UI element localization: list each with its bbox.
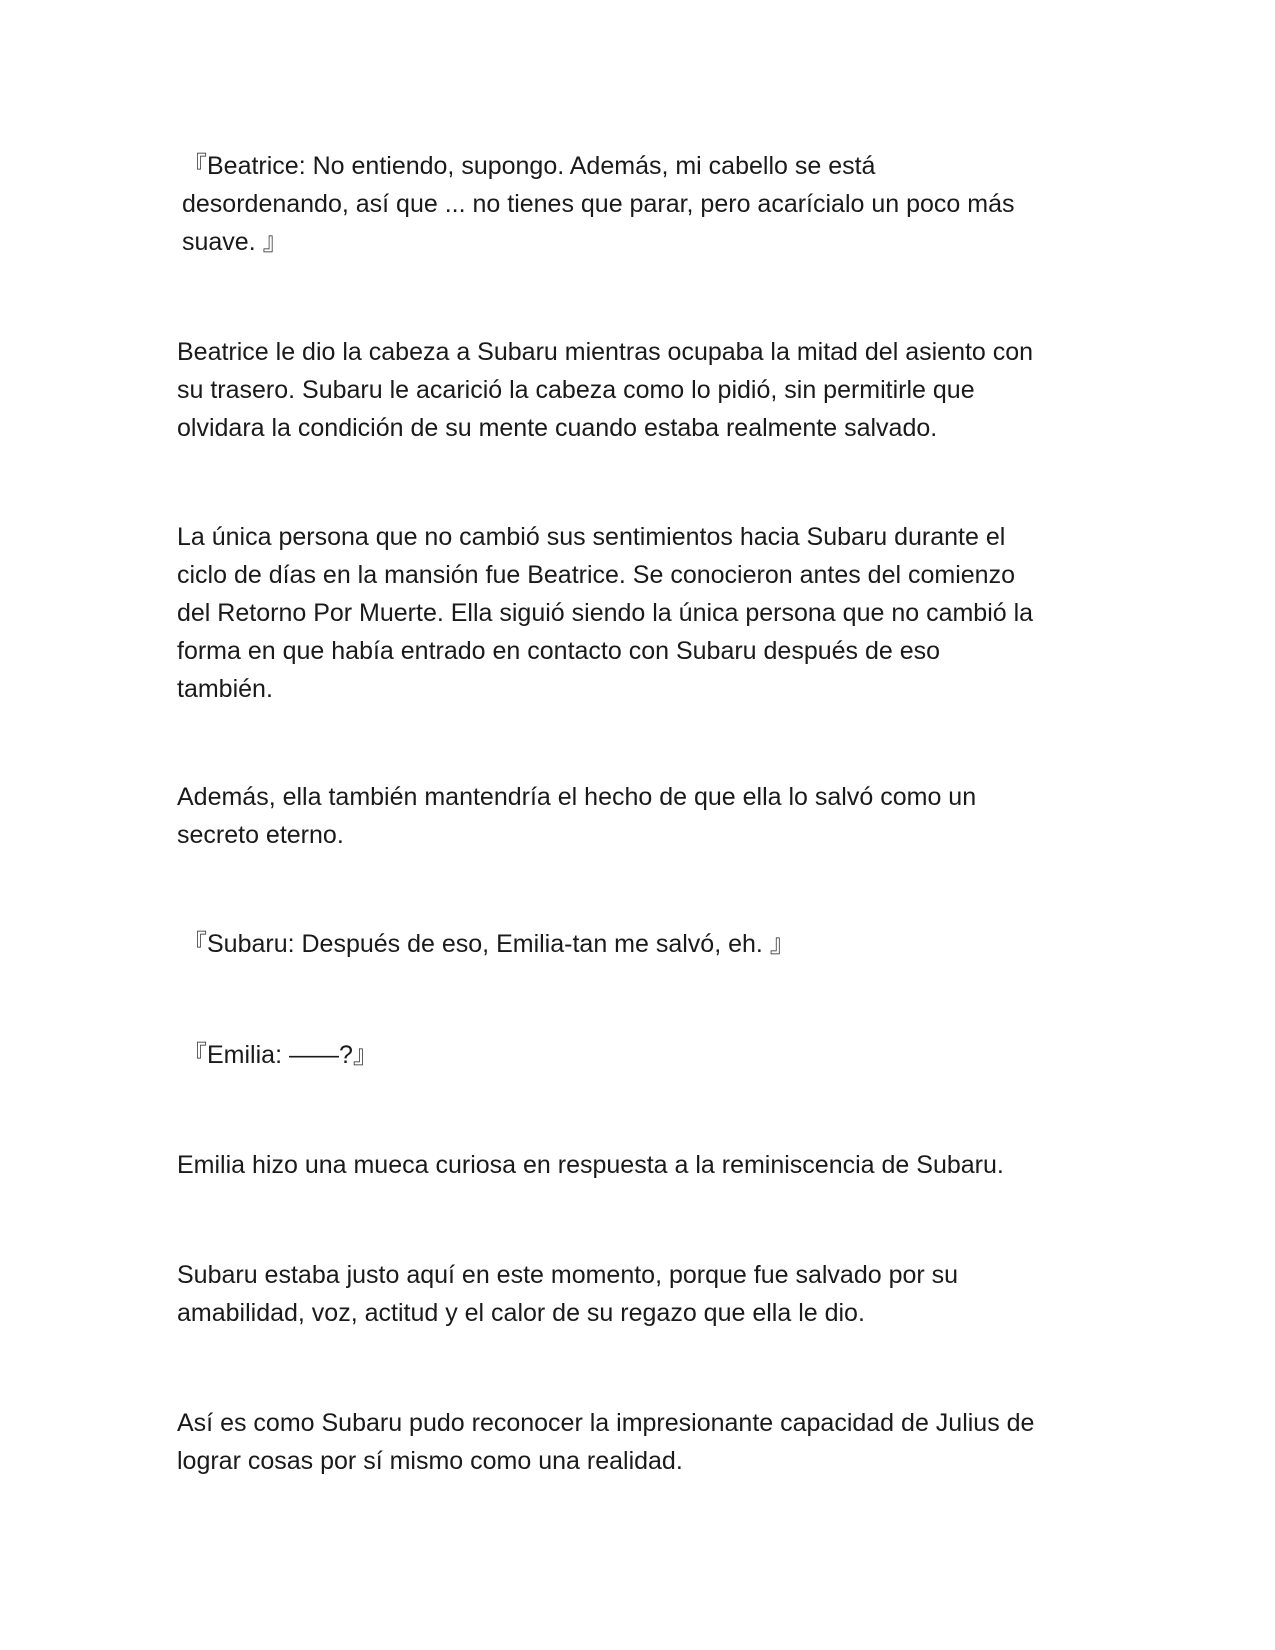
paragraph-subaru-saved: Subaru estaba justo aquí en este momento, porque fue salvado por su amabilidad, voz, actitud y el calor de su regazo que ella le dio. xyxy=(177,1261,959,1327)
paragraph-julius-ability: Así es como Subaru pudo reconocer la impresionante capacidad de Julius de lograr cosas por sí mismo como una realidad. xyxy=(177,1409,1035,1475)
paragraph-eternal-secret: Además, ella también mantendría el hecho de que ella lo salvó como un secreto eterno. xyxy=(177,783,977,849)
paragraph-only-person: La única persona que no cambió sus sentimientos hacia Subaru durante el ciclo de días en la mansión fue Beatrice. Se conocieron antes del comienzo del Retorno Por Muerte. Ella siguió siendo la única persona que no cambió la forma en que había entrado en contacto con Subaru después de eso también. xyxy=(177,523,1034,703)
paragraph-subaru-dialogue: 『Subaru: Después de eso, Emilia-tan me salvó, eh. 』 xyxy=(182,930,795,958)
paragraph-emilia-dialogue: 『Emilia: ——?』 xyxy=(182,1041,378,1069)
paragraph-emilia-grimace: Emilia hizo una mueca curiosa en respuesta a la reminiscencia de Subaru. xyxy=(177,1151,1004,1179)
paragraph-beatrice-dialogue: 『Beatrice: No entiendo, supongo. Además, mi cabello se está desordenando, así que ... no tienes que parar, pero acarícialo un poco más suave. 』 xyxy=(182,152,1015,256)
paragraph-beatrice-head: Beatrice le dio la cabeza a Subaru mientras ocupaba la mitad del asiento con su trasero. Subaru le acarició la cabeza como lo pidió, sin permitirle que olvidara la condición de su mente cuando estaba realmente salvado. xyxy=(177,338,1034,442)
